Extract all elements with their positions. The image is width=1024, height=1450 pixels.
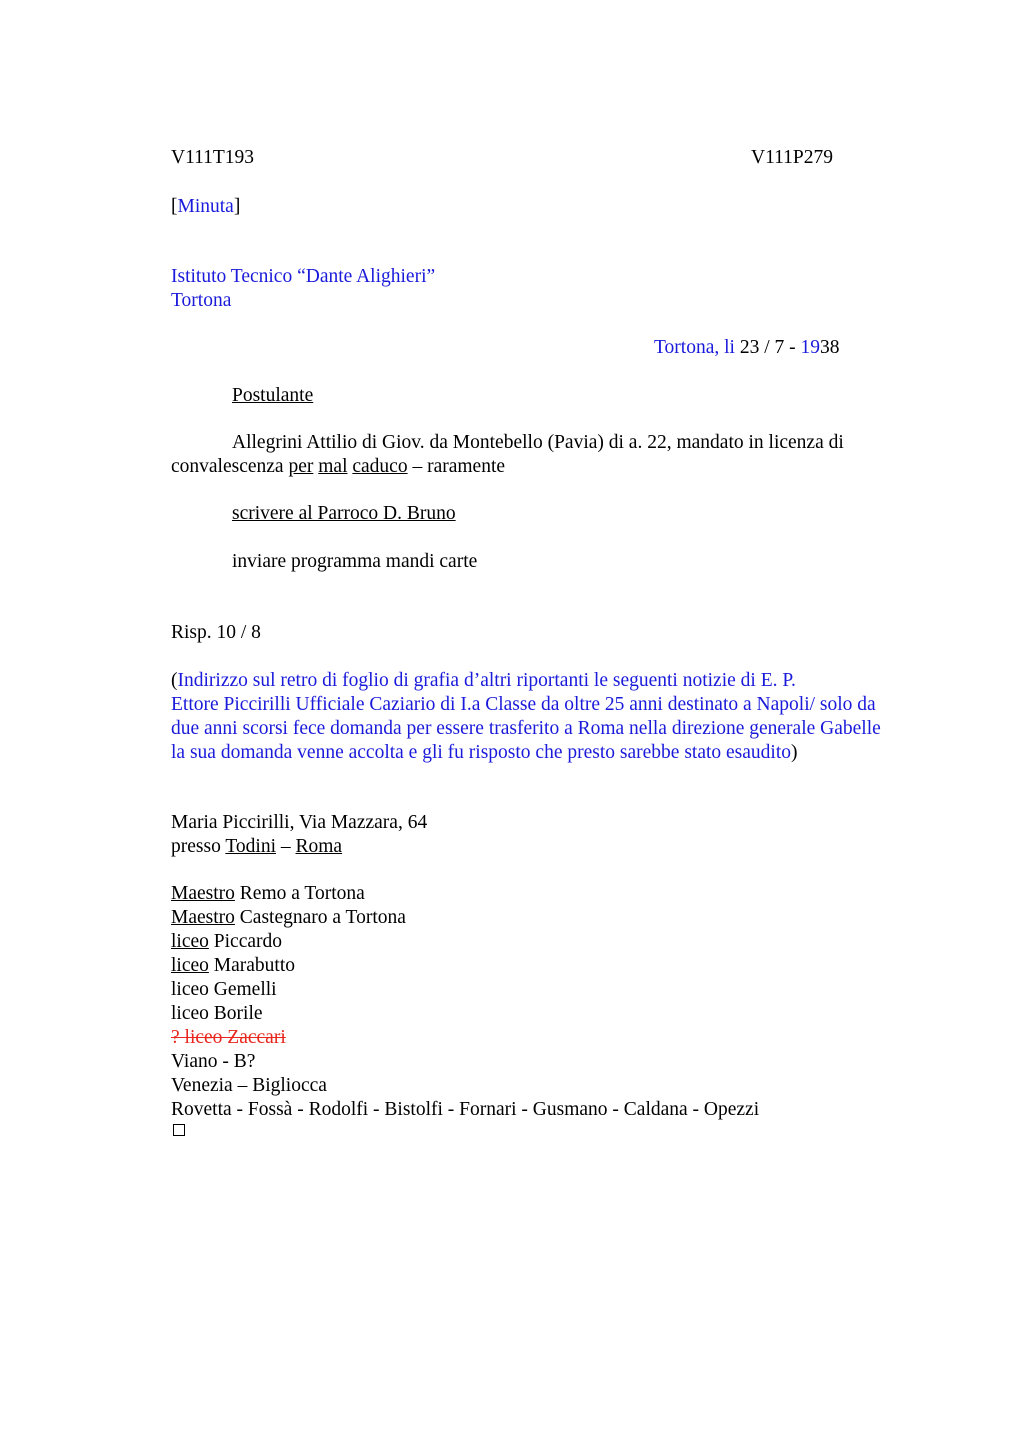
list-item-maestro: Maestro	[171, 883, 235, 904]
address-todini: Todini	[225, 836, 276, 857]
annotation-line-3: due anni scorsi fece domanda per essere trasferito a Roma nella direzione generale Gabelle	[171, 718, 881, 739]
paragraph-line-1: Allegrini Attilio di Giov. da Montebello (Pavia) di a. 22, mandato in licenza di	[232, 432, 844, 453]
note-programma: inviare programma mandi carte	[232, 551, 478, 572]
minuta-close-bracket: ]	[233, 196, 241, 217]
list-item-liceo: liceo	[171, 955, 209, 976]
list-item	[171, 930, 759, 954]
dateline-year-prefix: 19	[800, 337, 820, 358]
annotation-close-paren: )	[791, 742, 798, 763]
struck-text: ? liceo Zaccari	[171, 1027, 286, 1048]
list-item-4-rest: Marabutto	[208, 955, 296, 976]
address-roma: Roma	[295, 836, 343, 857]
annotation-block	[171, 669, 881, 765]
list-item-1-rest: Remo a Tortona	[234, 883, 365, 904]
word-mal: mal	[318, 456, 348, 477]
list-item: Venezia – Bigliocca	[171, 1075, 327, 1096]
minuta-open-bracket: [	[171, 196, 178, 217]
dateline-date: 23 / 7 -	[734, 337, 801, 358]
dateline-year-suffix: 38	[820, 337, 840, 358]
list-item: liceo Borile	[171, 1003, 263, 1024]
paragraph-line-2-end: – raramente	[407, 456, 506, 477]
list-item: Rovetta - Fossà - Rodolfi - Bistolfi - Fornari - Gusmano - Caldana - Opezzi	[171, 1099, 760, 1120]
address-presso: presso	[171, 836, 226, 857]
annotation-line-1	[171, 669, 881, 693]
annotation-line-4-text: la sua domanda venne accolta e gli fu risposto che presto sarebbe stato esaudito	[171, 742, 792, 763]
address-block	[171, 811, 427, 859]
institute-city: Tortona	[171, 290, 232, 311]
word-caduco: caduco	[352, 456, 408, 477]
word-per: per	[288, 456, 314, 477]
address-line-1: Maria Piccirilli, Via Mazzara, 64	[171, 812, 428, 833]
list-item	[171, 906, 759, 930]
names-list	[171, 882, 759, 1122]
list-item	[171, 882, 759, 906]
dateline	[654, 336, 840, 360]
annotation-line-2: Ettore Piccirilli Ufficiale Caziario di I.a Classe da oltre 25 anni destinato a Napoli/ solo da	[171, 694, 876, 715]
list-item: liceo Gemelli	[171, 979, 277, 1000]
annotation-line-4	[171, 741, 881, 765]
dateline-place: Tortona, li	[654, 337, 735, 358]
list-item-2-rest: Castegnaro a Tortona	[234, 907, 406, 928]
institute-name: Istituto Tecnico “Dante Alighieri”	[171, 266, 436, 287]
address-line-2	[171, 835, 427, 859]
risp-line: Risp. 10 / 8	[171, 622, 261, 643]
list-item-3-rest: Piccardo	[208, 931, 283, 952]
list-item	[171, 954, 759, 978]
list-item-struck	[171, 1026, 759, 1050]
address-dash: –	[276, 836, 296, 857]
minuta-label	[171, 195, 240, 219]
note-parroco: scrivere al Parroco D. Bruno	[232, 503, 456, 524]
paragraph-line-2-start: convalescenza	[171, 456, 289, 477]
document-code-left: V111T193	[171, 147, 255, 168]
postulante-heading: Postulante	[232, 385, 314, 406]
minuta-text: Minuta	[177, 196, 234, 217]
list-item-liceo: liceo	[171, 931, 209, 952]
paragraph-line-2	[171, 455, 505, 479]
annotation-open-paren: (	[171, 670, 178, 691]
document-code-right: V111P279	[751, 147, 833, 168]
empty-box-icon	[173, 1124, 185, 1136]
annotation-line-1-text: Indirizzo sul retro di foglio di grafia d’altri riportanti le seguenti notizie di E. P.	[177, 670, 796, 691]
list-item: Viano - B?	[171, 1051, 256, 1072]
list-item-maestro: Maestro	[171, 907, 235, 928]
